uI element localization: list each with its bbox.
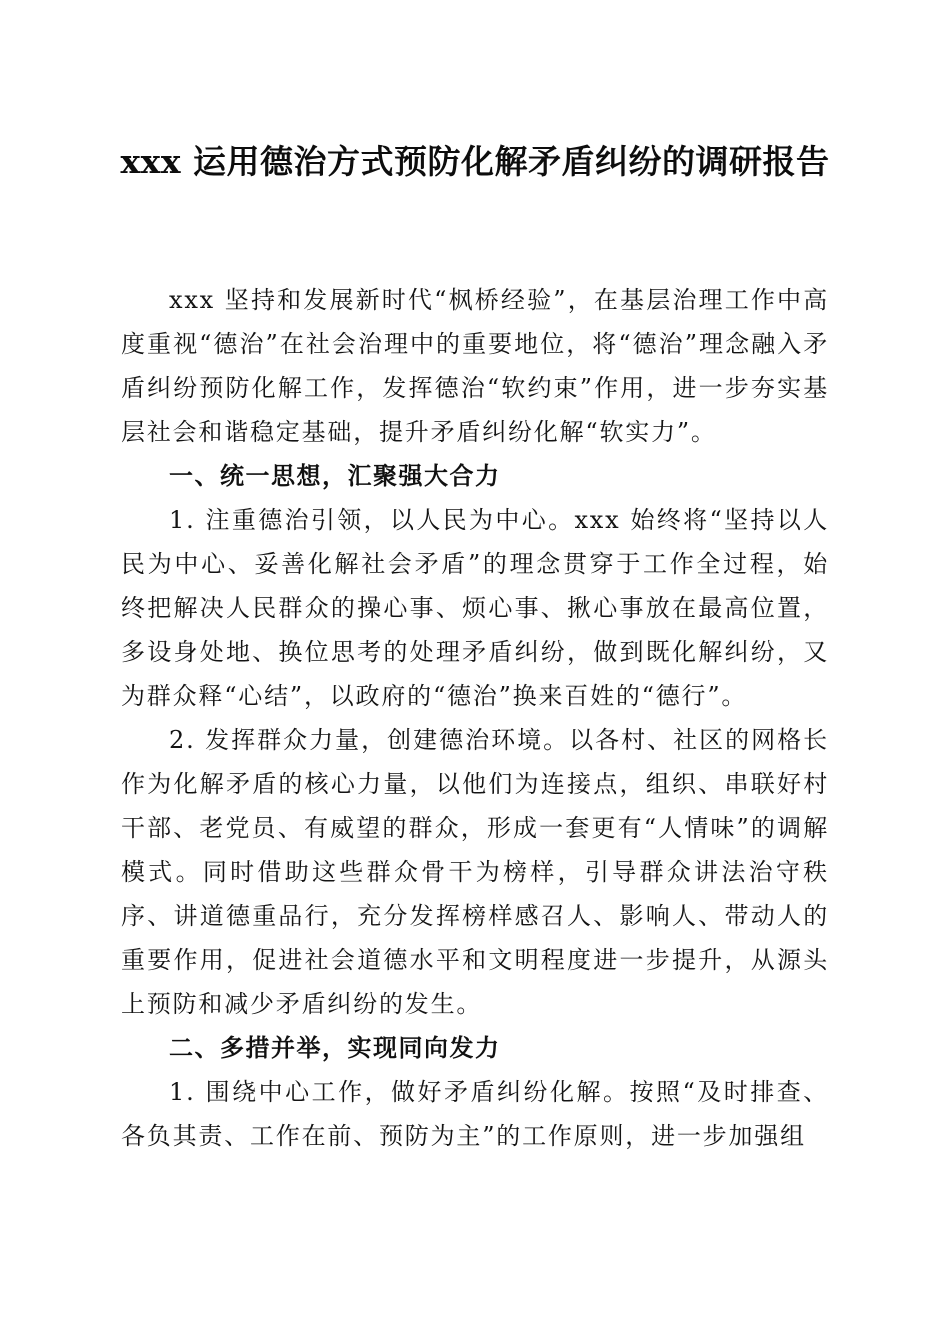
- section-1-paragraph-1: 1. 注重德治引领，以人民为中心。xxx 始终将“坚持以人民为中心、妥善化解社会矛盾”的理念贯穿于工作全过程，始终把解决人民群众的操心事、烦心事、揪心事放在最高位置，多设身处地、换位思考的处理矛盾纠纷，做到既化解纠纷，又为群众释“心结”，以政府的“德治”换来百姓的“德行”。: [121, 506, 829, 710]
- section-1-paragraph-2: 2. 发挥群众力量，创建德治环境。以各村、社区的网格长作为化解矛盾的核心力量，以他们为连接点，组织、串联好村干部、老党员、有威望的群众，形成一套更有“人情味”的调解模式。同时借助这些群众骨干为榜样，引导群众讲法治守秩序、讲道德重品行，充分发挥榜样感召人、影响人、带动人的重要作用，促进社会道德水平和文明程度进一步提升，从源头上预防和减少矛盾纠纷的发生。: [121, 726, 829, 1018]
- document-title: xxx 运用德治方式预防化解矛盾纠纷的调研报告: [120, 142, 830, 181]
- section-2-paragraph-1: 1. 围绕中心工作，做好矛盾纠纷化解。按照“及时排查、各负其责、工作在前、预防为主”的工作原则，进一步加强组: [121, 1078, 829, 1150]
- section-heading-1: 一、统一思想，汇聚强大合力: [169, 462, 501, 490]
- section-heading-2: 二、多措并举，实现同向发力: [169, 1034, 501, 1062]
- intro-paragraph: xxx 坚持和发展新时代“枫桥经验”，在基层治理工作中高度重视“德治”在社会治理中的重要地位，将“德治”理念融入矛盾纠纷预防化解工作，发挥德治“软约束”作用，进一步夯实基层社会和谐稳定基础，提升矛盾纠纷化解“软实力”。: [121, 286, 829, 446]
- document-body: [121, 278, 829, 1158]
